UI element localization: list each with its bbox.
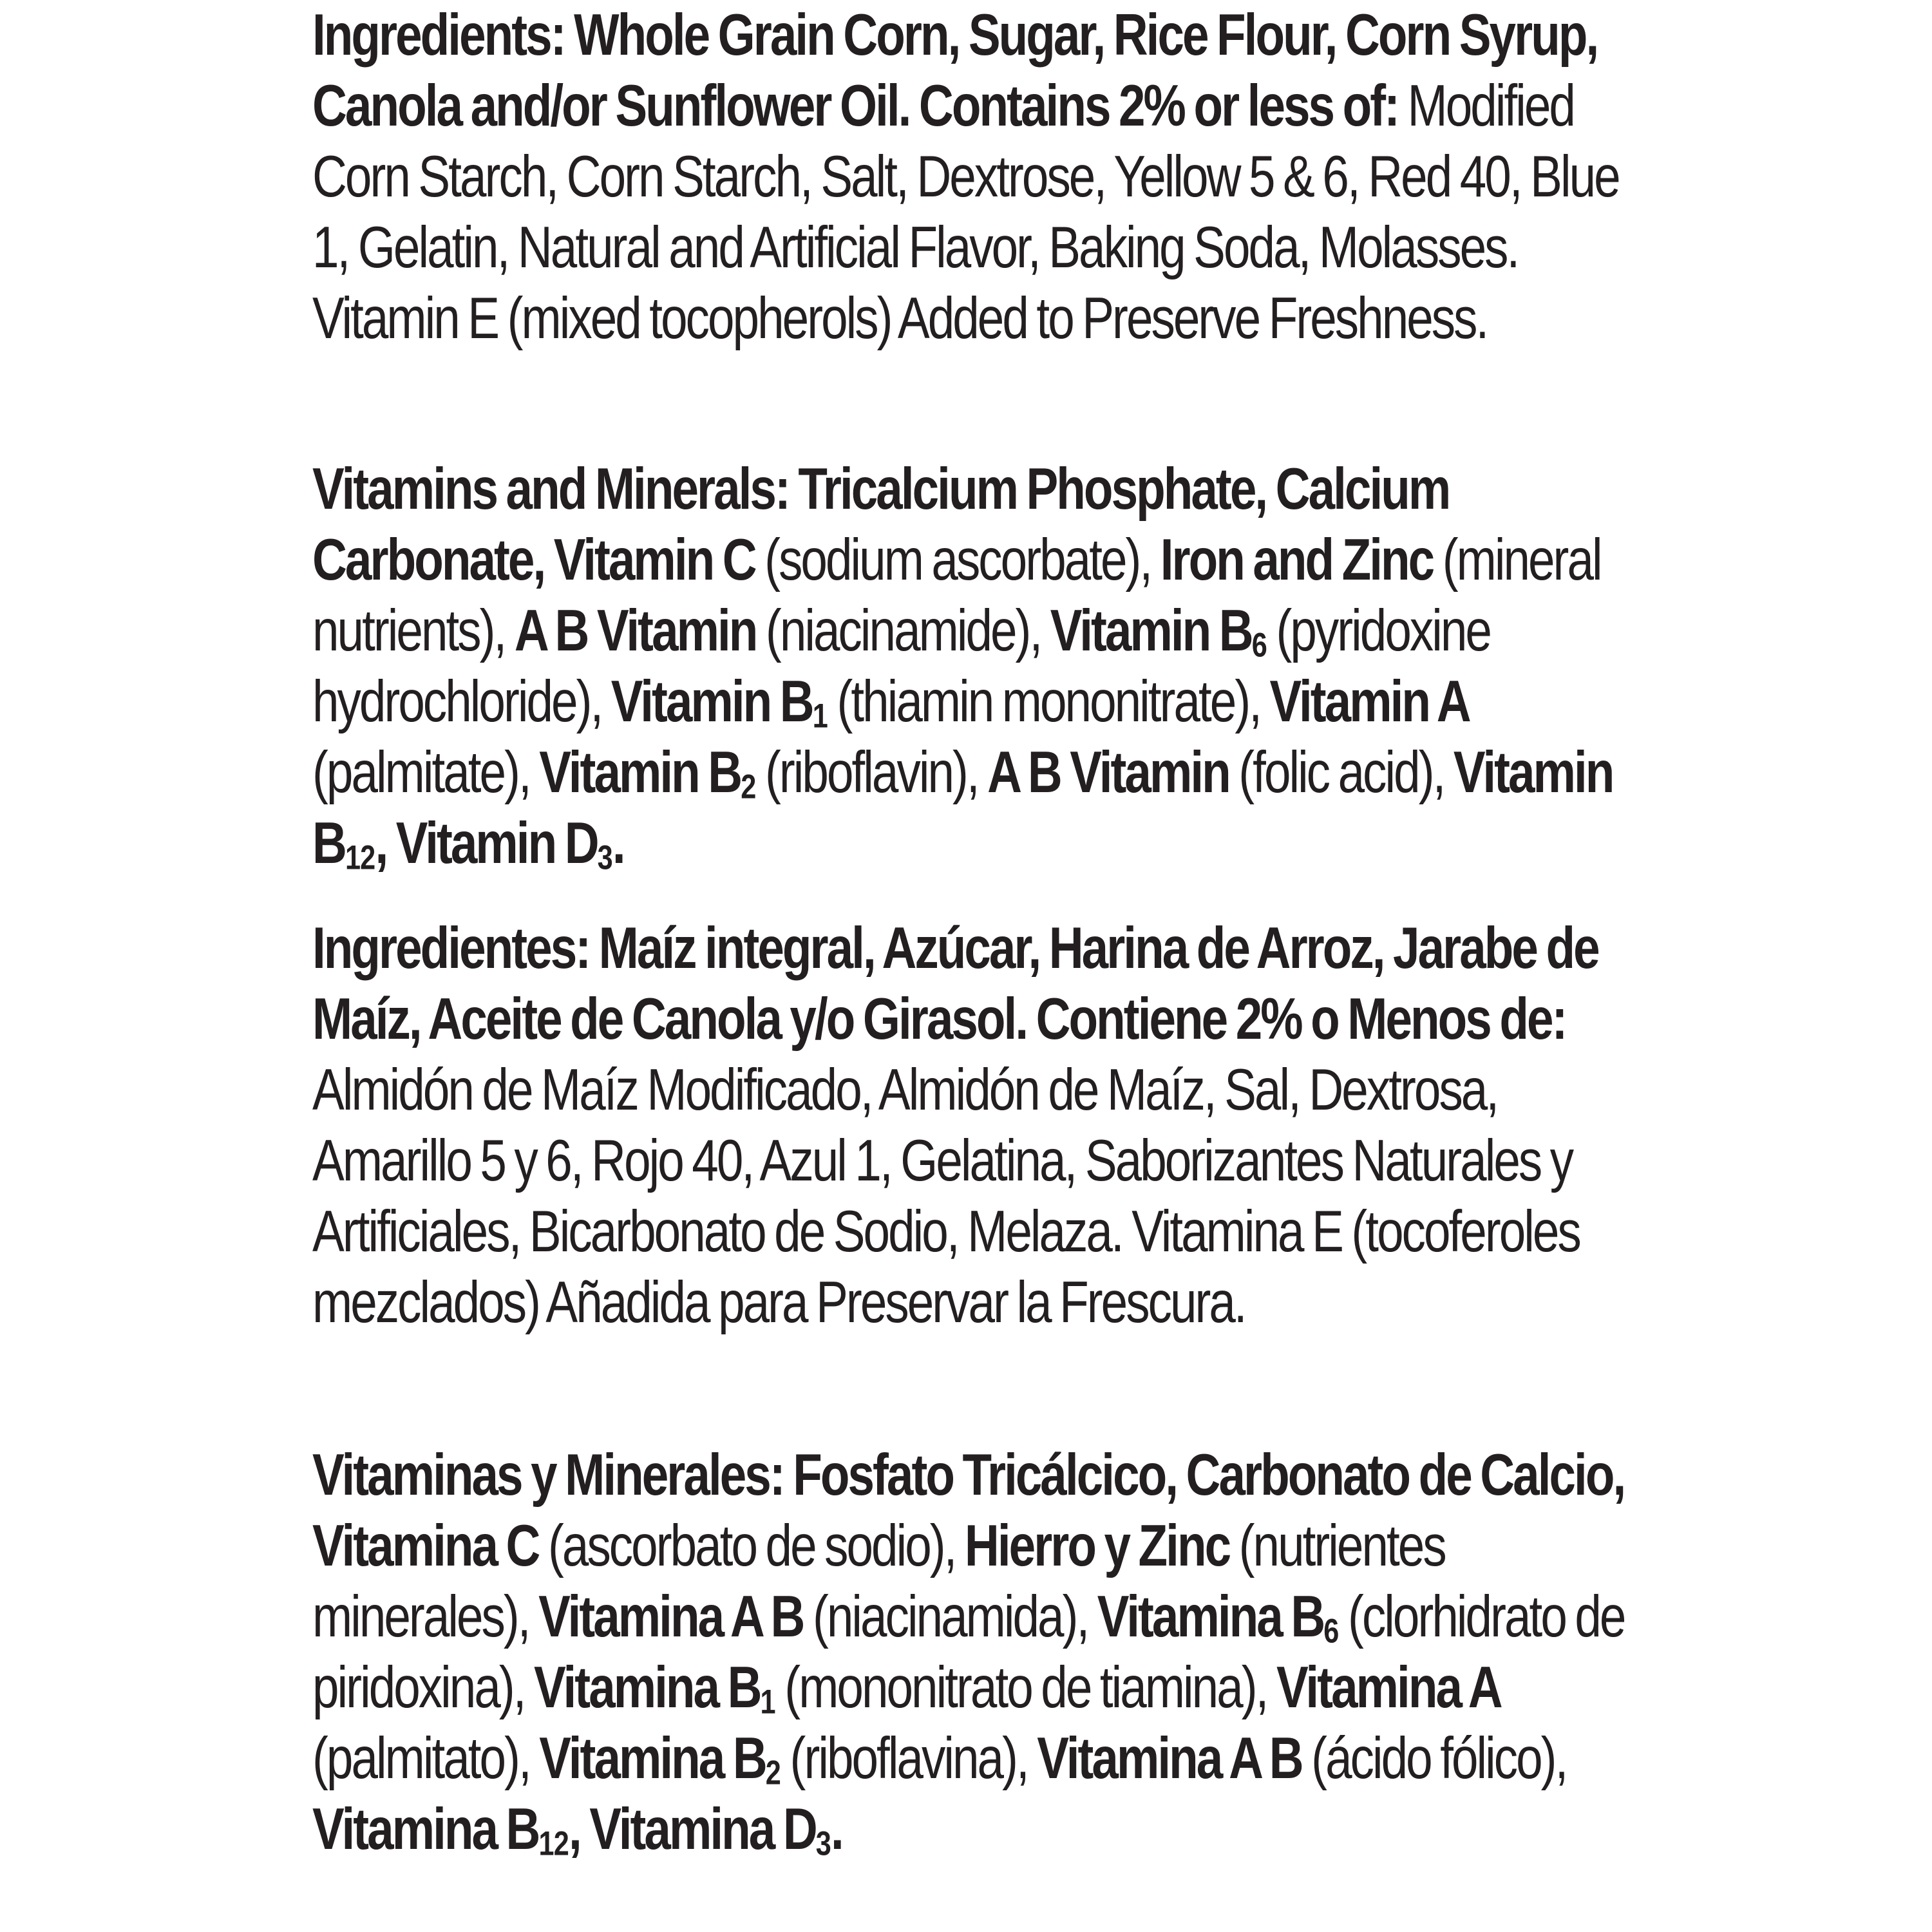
english-vitamins-text: (palmitate),: [312, 740, 540, 805]
spanish-vitamins-name: Vitamina A B: [1037, 1726, 1302, 1791]
english-ingredients-minor-list: Modified Corn Starch, Corn Starch, Salt, Dextrose, Yellow 5 & 6, Red 40, Blue 1, Gelatin, Natural and Artificial Flavor, Baking Soda, Molasses. Vitamin E (mixed tocopherols) Added to Preserve Freshness.: [312, 73, 1619, 351]
english-vitamins-name: Vitamin B: [539, 740, 741, 805]
spanish-vitamins-text: (niacinamida),: [803, 1584, 1097, 1649]
spanish-vitamins-name: Vitamina B: [312, 1797, 539, 1862]
spanish-vitamins-text: (ácido fólico),: [1302, 1726, 1567, 1791]
english-ingredients-paragraph: [312, 0, 1652, 354]
english-vitamins-name: Iron and Zinc: [1160, 527, 1434, 592]
english-vitamins-text: (sodium ascorbate),: [755, 527, 1160, 592]
english-vitamins-subscript: 1: [812, 697, 828, 735]
spanish-vitamins-name: Vitamina A B: [538, 1584, 804, 1649]
spanish-vitamins-period: .: [831, 1797, 842, 1862]
spanish-vitamins-name: Hierro y Zinc: [964, 1513, 1230, 1578]
spanish-vitamins-name: , Vitamina D: [568, 1797, 816, 1862]
english-vitamins-text: (mineral nutrients),: [312, 527, 1601, 663]
english-vitamins-subscript: 3: [597, 838, 612, 877]
spanish-vitamins-text: (mononitrato de tiamina),: [775, 1655, 1276, 1720]
english-vitamins-text: (folic acid),: [1229, 740, 1454, 805]
english-vitamins-name: Vitamin B: [611, 669, 813, 734]
spanish-ingredients-minor-list: Almidón de Maíz Modificado, Almidón de Maíz, Sal, Dextrosa, Amarillo 5 y 6, Rojo 40, Azul 1, Gelatina, Saborizantes Naturales y Artificiales, Bicarbonato de Sodio, Melaza. Vitamina E (tocoferoles mezclados) Añadida para Preservar la Frescura.: [312, 1057, 1580, 1335]
english-vitamins-paragraph: [312, 454, 1652, 879]
english-vitamins-name: A B Vitamin: [987, 740, 1229, 805]
ingredients-label: [312, 0, 1652, 1932]
spanish-vitamins-heading: Vitaminas y Minerales: Fosfato Tricálcico, Carbonato de Calcio, Vitamina C: [312, 1443, 1625, 1578]
english-vitamins-text: (niacinamide),: [756, 598, 1050, 663]
spanish-vitamins-subscript: 6: [1323, 1612, 1339, 1651]
english-vitamins-period: .: [612, 811, 624, 876]
spanish-vitamins-subscript: 3: [815, 1824, 831, 1863]
english-vitamins-text: (pyridoxine hydrochloride),: [312, 598, 1490, 734]
english-vitamins-heading: Vitamins and Minerals: Tricalcium Phosphate, Calcium Carbonate, Vitamin C: [312, 457, 1450, 592]
english-ingredients-heading: Ingredients: Whole Grain Corn, Sugar, Rice Flour, Corn Syrup, Canola and/or Sunflower Oil. Contains 2% or less of:: [312, 3, 1598, 138]
spanish-ingredients-heading: Ingredientes: Maíz integral, Azúcar, Harina de Arroz, Jarabe de Maíz, Aceite de Canola y/o Girasol. Contiene 2% o Menos de:: [312, 916, 1598, 1052]
spanish-vitamins-subscript: 12: [538, 1824, 569, 1863]
spanish-ingredients-paragraph: [312, 913, 1652, 1338]
english-vitamins-text: (riboflavin),: [755, 740, 988, 805]
spanish-vitamins-text: (riboflavina),: [781, 1726, 1037, 1791]
english-vitamins-text: (thiamin mononitrate),: [827, 669, 1270, 734]
spanish-vitamins-text: (palmitato),: [312, 1726, 540, 1791]
spanish-vitamins-subscript: 2: [765, 1754, 781, 1792]
spanish-vitamins-text: (clorhidrato de piridoxina),: [312, 1584, 1625, 1720]
spanish-vitamins-name: Vitamina B: [539, 1726, 766, 1791]
spanish-vitamins-name: Vitamina B: [534, 1655, 761, 1720]
english-vitamins-name: , Vitamin D: [375, 811, 598, 876]
english-vitamins-subscript: 12: [345, 838, 375, 877]
spanish-vitamins-name: Vitamina A: [1276, 1655, 1501, 1720]
english-vitamins-subscript: 2: [741, 768, 756, 806]
english-vitamins-name: A B Vitamin: [514, 598, 757, 663]
english-vitamins-subscript: 6: [1251, 626, 1267, 665]
english-vitamins-name: Vitamin B: [1050, 598, 1252, 663]
spanish-vitamins-subscript: 1: [760, 1683, 775, 1721]
spanish-vitamins-paragraph: [312, 1440, 1652, 1865]
english-vitamins-name: Vitamin A: [1269, 669, 1470, 734]
spanish-vitamins-text: (ascorbato de sodio),: [538, 1513, 965, 1578]
english-vitamins-name: Vitamin B: [312, 740, 1613, 876]
spanish-vitamins-text: (nutrientes minerales),: [312, 1513, 1445, 1649]
spanish-vitamins-name: Vitamina B: [1097, 1584, 1324, 1649]
